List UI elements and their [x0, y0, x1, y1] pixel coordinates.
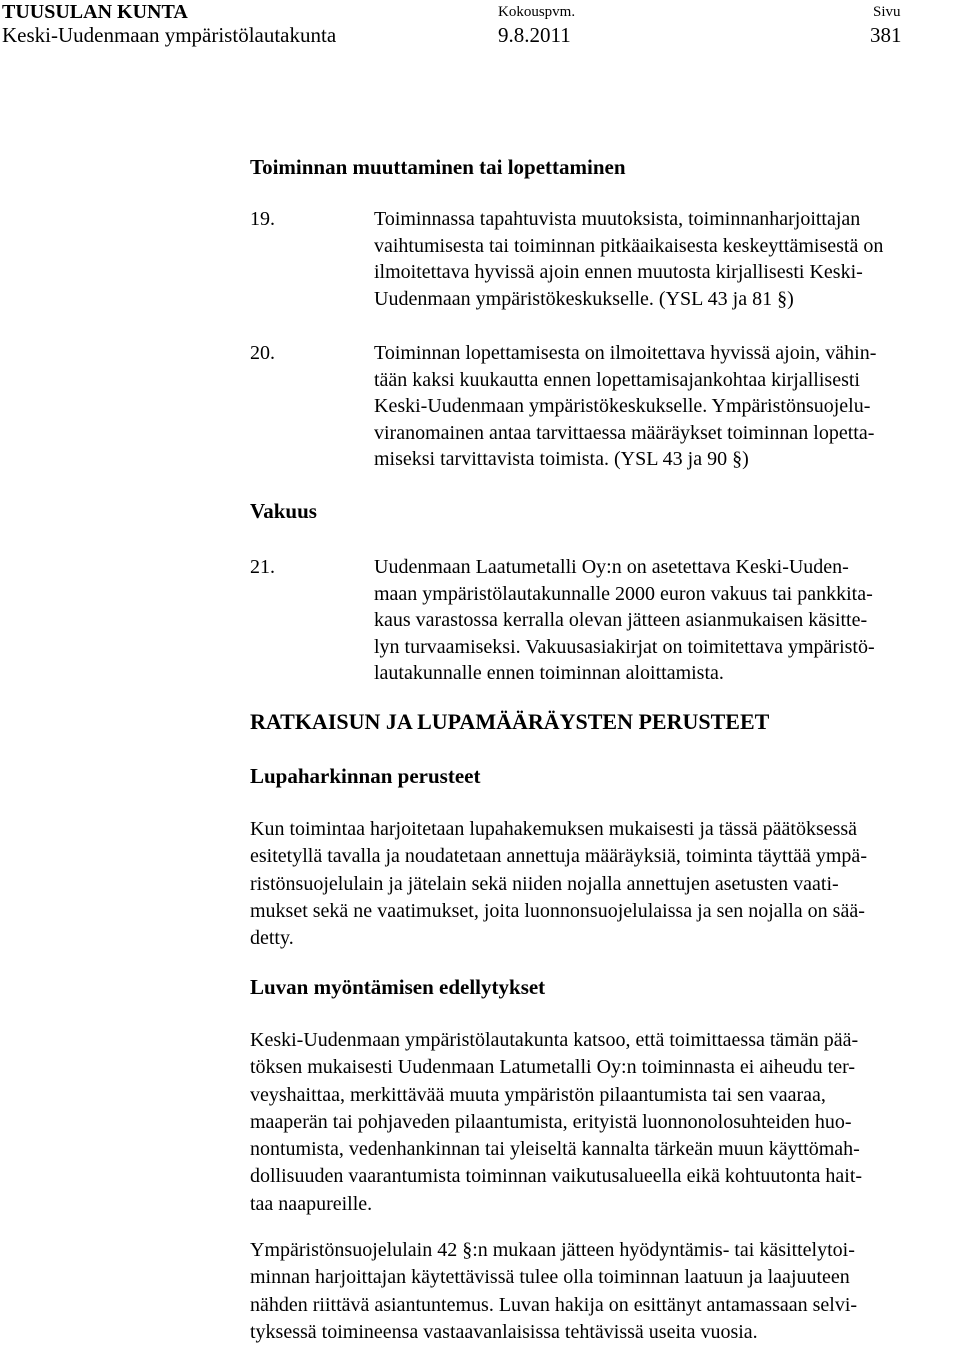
text-line: Uudenmaan ympäristökeskukselle. (YSL 43 ja 81 §) [374, 287, 794, 310]
text-line: tyksessä toimineensa vastaavanlaisissa tehtävissä useita vuosia. [250, 1320, 758, 1343]
text-line: dollisuuden vaarantumista toiminnan vaikutusalueella eikä kohtuutonta hait- [250, 1165, 863, 1188]
text-line: veyshaittaa, merkittävää muuta ympäristön pilaantumista tai sen vaaraa, [250, 1083, 826, 1106]
conditions-paragraph-1 [250, 1027, 958, 1218]
page-label: Sivu [873, 4, 901, 20]
page-number: 381 [870, 23, 902, 47]
text-line: nähden riittävä asiantuntemus. Luvan hakija on esittänyt antamassaan selvi- [250, 1293, 858, 1316]
text-line: vaihtumisesta tai toiminnan pitkäaikaisesta keskeyttämisestä on [374, 234, 884, 257]
text-line: lautakunnalle ennen toiminnan aloittamista. [374, 662, 724, 685]
text-line: taa naapureille. [250, 1192, 373, 1215]
text-line: nontumista, vedenhankinnan tai yleiseltä kannalta tärkeän muun käyttömah- [250, 1138, 860, 1161]
section-heading-change: Toiminnan muuttaminen tai lopettaminen [250, 155, 626, 179]
text-line: Keski-Uudenmaan ympäristölautakunta katsoo, että toimittaessa tämän pää- [250, 1029, 859, 1051]
board-name: Keski-Uudenmaan ympäristölautakunta [2, 23, 337, 47]
text-line: tään kaksi kuukautta ennen lopettamisajankohtaa kirjallisesti [374, 368, 860, 391]
subheading-conditions: Luvan myöntämisen edellytykset [250, 975, 546, 999]
section-heading-grounds: RATKAISUN JA LUPAMÄÄRÄYSTEN PERUSTEET [250, 709, 770, 734]
text-line: kaus varastossa kerralla olevan jätteen asianmukaisen käsitte- [374, 609, 868, 632]
meeting-date-label: Kokouspvm. [498, 4, 576, 20]
consideration-paragraph [250, 816, 958, 952]
text-line: minnan harjoittajan käytettävissä tulee olla toiminnan laatuun ja laajuuteen [250, 1266, 850, 1289]
text-line: lyn turvaamiseksi. Vakuusasiakirjat on toimitettava ympäristö- [374, 635, 875, 658]
item-number-21: 21. [250, 556, 275, 578]
text-line: Uudenmaan Laatumetalli Oy:n on asetettava Keski-Uuden- [374, 556, 849, 578]
text-line: töksen mukaisesti Uudenmaan Latumetalli Oy:n toiminnasta ei aiheudu ter- [250, 1056, 855, 1079]
text-line: mukset sekä ne vaatimukset, joita luonnonsuojelulaissa ja sen nojalla on sää- [250, 899, 865, 922]
text-line: maan ympäristölautakunnalle 2000 euron vakuus tai pankkita- [374, 582, 873, 605]
text-line: Toiminnan lopettamisesta on ilmoitettava hyvissä ajoin, vähin- [374, 342, 877, 364]
item-20-text [374, 340, 954, 473]
text-line: ilmoitettava hyvissä ajoin ennen muutosta kirjallisesti Keski- [374, 261, 863, 284]
text-line: viranomainen antaa tarvittaessa määräykset toiminnan lopetta- [374, 421, 875, 444]
text-line: Kun toimintaa harjoitetaan lupahakemuksen mukaisesti ja tässä päätöksessä [250, 818, 858, 840]
text-line: maaperän tai pohjaveden pilaantumista, erityistä luonnonolosuhteiden huo- [250, 1110, 852, 1133]
text-line: esitetyllä tavalla ja noudatetaan annettuja määräyksiä, toiminta täyttää ympä- [250, 845, 867, 868]
text-line: Ympäristönsuojelulain 42 §:n mukaan jätteen hyödyntämis- tai käsittelytoi- [250, 1239, 855, 1261]
item-number-19: 19. [250, 208, 275, 230]
text-line: detty. [250, 927, 294, 950]
text-line: miseksi tarvittavista toimista. (YSL 43 ja 90 §) [374, 448, 749, 471]
meeting-date: 9.8.2011 [498, 23, 571, 47]
subheading-consideration: Lupaharkinnan perusteet [250, 764, 481, 788]
organization-name: TUUSULAN KUNTA [2, 1, 188, 23]
text-line: Toiminnassa tapahtuvista muutoksista, toiminnanharjoittajan [374, 208, 861, 230]
item-21-text [374, 554, 954, 687]
section-heading-guarantee: Vakuus [250, 499, 317, 523]
item-number-20: 20. [250, 342, 275, 364]
text-line: Keski-Uudenmaan ympäristökeskukselle. Ympäristönsuojelu- [374, 395, 871, 418]
item-19-text [374, 206, 954, 312]
text-line: ristönsuojelulain ja jätelain sekä niiden nojalla annettujen asetusten vaati- [250, 872, 839, 895]
conditions-paragraph-2 [250, 1237, 958, 1346]
